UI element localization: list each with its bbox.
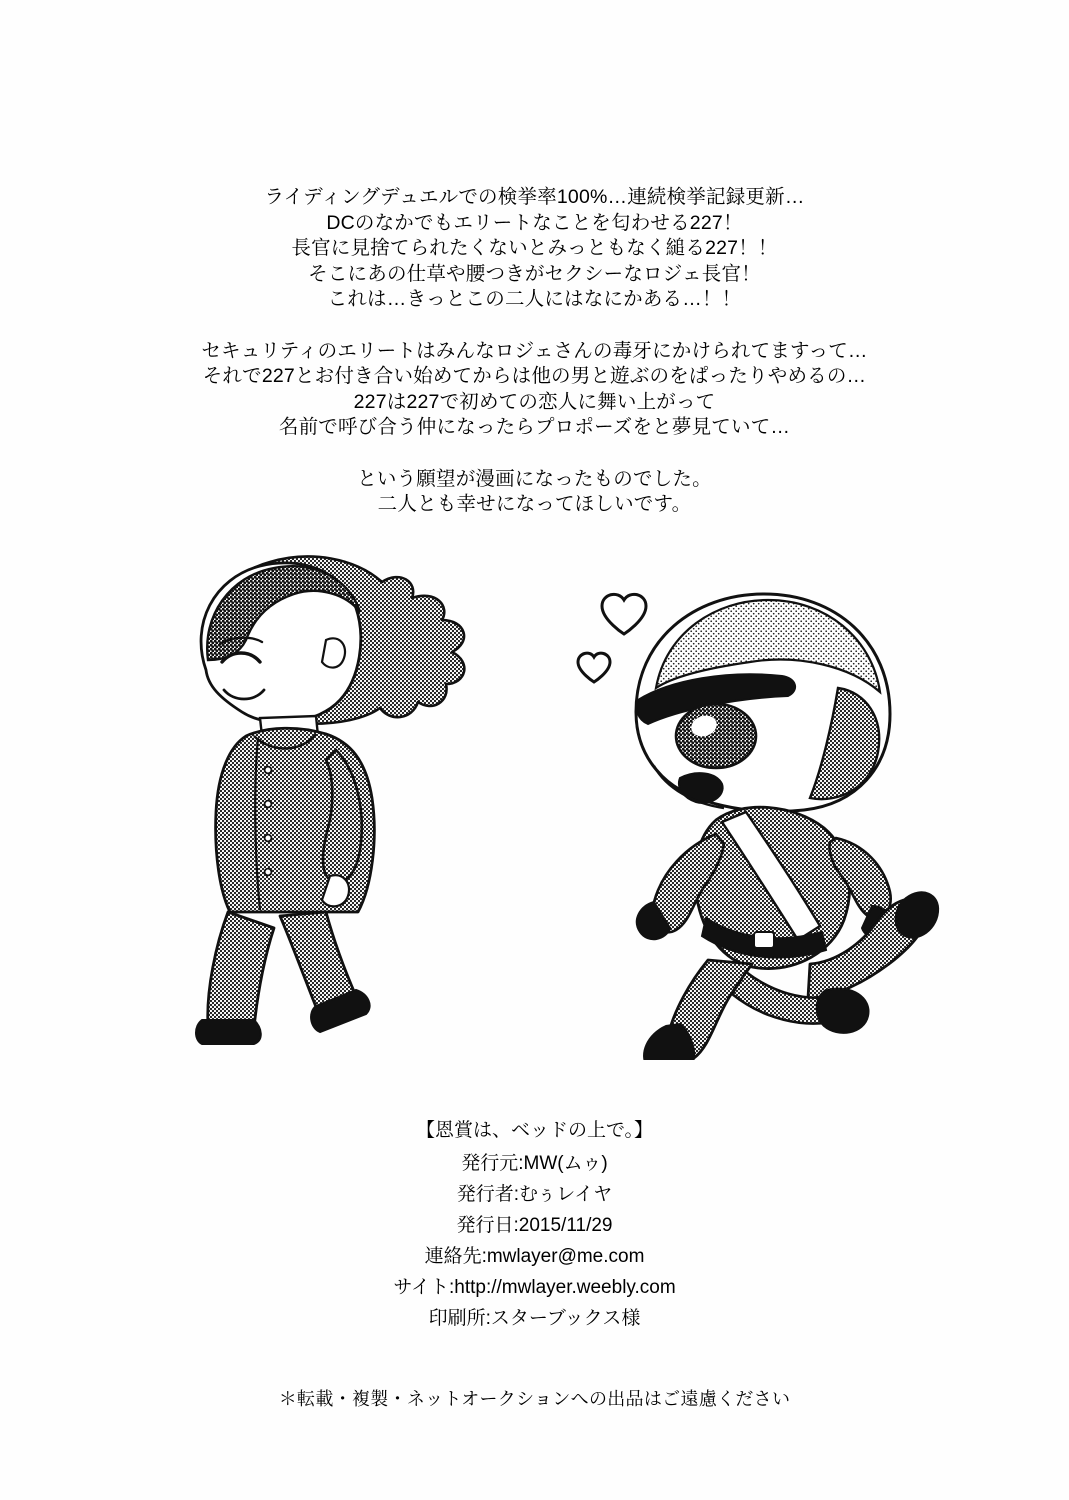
afterword-line: という願望が漫画になったものでした。 xyxy=(357,467,712,490)
afterword-line: これは…きっとこの二人にはなにかある…！！ xyxy=(327,288,742,310)
chibi-characters-illustration xyxy=(150,520,940,1060)
colophon-date: 発行日:2015/11/29 xyxy=(456,1215,613,1236)
afterword-paragraph-2 xyxy=(0,339,1069,441)
colophon-title: 【恩賞は、ベッドの上で。】 xyxy=(415,1120,654,1141)
afterword-line: セキュリティのエリートはみんなロジェさんの毒牙にかけられてますって… xyxy=(201,339,868,362)
afterword-line: ライディングデュエルでの検挙率100%…連続検挙記録更新… xyxy=(264,186,805,208)
colophon-publisher: 発行元:MW(ムゥ) xyxy=(461,1153,608,1174)
afterword-line: そこにあの仕草や腰つきがセクシーなロジェ長官！ xyxy=(308,262,761,285)
afterword-line: 227は227で初めての恋人に舞い上がって xyxy=(353,390,716,413)
colophon-block xyxy=(0,1115,1069,1334)
running-helmet-man-right xyxy=(636,594,938,1060)
colophon-author: 発行者:むぅレイヤ xyxy=(456,1184,613,1205)
afterword-line: 名前で呼び合う仲になったらプロポーズをと夢見ていて… xyxy=(278,416,791,438)
afterword-line: 長官に見捨てられたくないとみっともなく縋る227！！ xyxy=(291,237,778,259)
colophon-website: サイト:http://mwlayer.weebly.com xyxy=(393,1277,676,1298)
walking-man-left xyxy=(196,556,464,1044)
afterword-line: DCのなかでもエリートなことを匂わせる227！ xyxy=(326,211,743,234)
reproduction-notice: ＊転載・複製・ネットオークションへの出品はご遠慮ください xyxy=(278,1389,791,1409)
heart-icon-large xyxy=(602,594,646,634)
afterword-paragraph-3 xyxy=(0,467,1069,518)
colophon-contact-email: 連絡先:mwlayer@me.com xyxy=(424,1246,645,1267)
afterword-line: それで227とお付き合い始めてからは他の男と遊ぶのをぱったりやめるの… xyxy=(202,365,867,387)
afterword-paragraph-1 xyxy=(0,185,1069,313)
colophon-printer: 印刷所:スターブックス様 xyxy=(428,1308,641,1329)
afterword-text-block xyxy=(0,185,1069,518)
heart-icon-small xyxy=(578,653,610,682)
afterword-line: 二人とも幸せになってほしいです。 xyxy=(377,493,692,515)
